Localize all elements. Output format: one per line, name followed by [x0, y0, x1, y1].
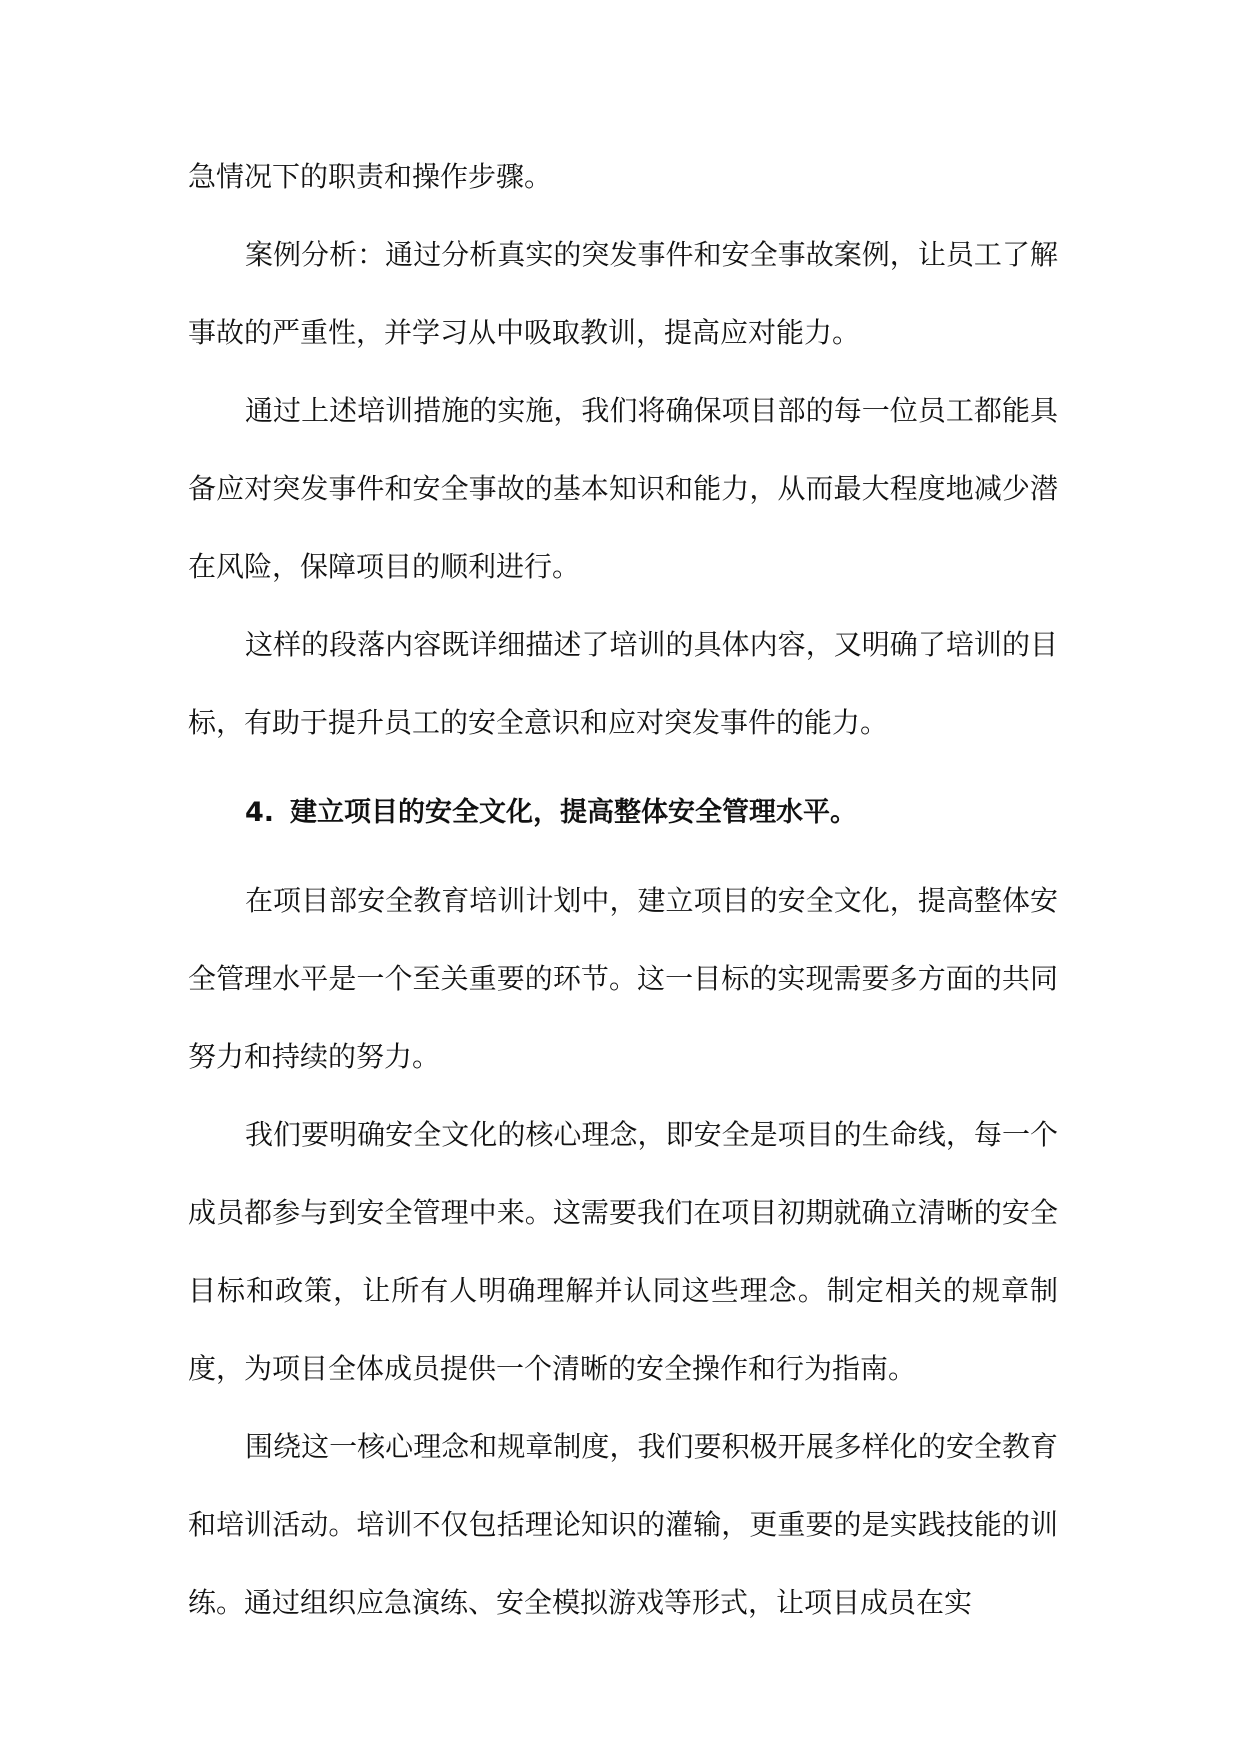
paragraph-continuation: 急情况下的职责和操作步骤。	[188, 160, 553, 193]
section-title: 建立项目的安全文化，提高整体安全管理水平。	[290, 797, 858, 828]
section-number: 4.	[245, 797, 275, 828]
document-body	[188, 138, 1058, 1642]
paragraph-core-concept: 我们要明确安全文化的核心理念，即安全是项目的生命线，每一个成员都参与到安全管理中来。这需要我们在项目初期就确立清晰的安全目标和政策，让所有人明确理解并认同这些理念。制定相关的规章制度，为项目全体成员提供一个清晰的安全操作和行为指南。	[188, 1118, 1058, 1385]
paragraph-training-activities: 围绕这一核心理念和规章制度，我们要积极开展多样化的安全教育和培训活动。培训不仅包括理论知识的灌输，更重要的是实践技能的训练。通过组织应急演练、安全模拟游戏等形式，让项目成员在实	[188, 1430, 1058, 1619]
paragraph-summary: 这样的段落内容既详细描述了培训的具体内容，又明确了培训的目标，有助于提升员工的安全意识和应对突发事件的能力。	[188, 628, 1058, 739]
section-heading	[188, 764, 1058, 862]
paragraph-safety-culture-intro: 在项目部安全教育培训计划中，建立项目的安全文化，提高整体安全管理水平是一个至关重要的环节。这一目标的实现需要多方面的共同努力和持续的努力。	[188, 884, 1058, 1073]
paragraph-case-analysis: 案例分析：通过分析真实的突发事件和安全事故案例，让员工了解事故的严重性，并学习从中吸取教训，提高应对能力。	[188, 238, 1058, 349]
paragraph-training-measures: 通过上述培训措施的实施，我们将确保项目部的每一位员工都能具备应对突发事件和安全事故的基本知识和能力，从而最大程度地减少潜在风险，保障项目的顺利进行。	[188, 394, 1058, 583]
